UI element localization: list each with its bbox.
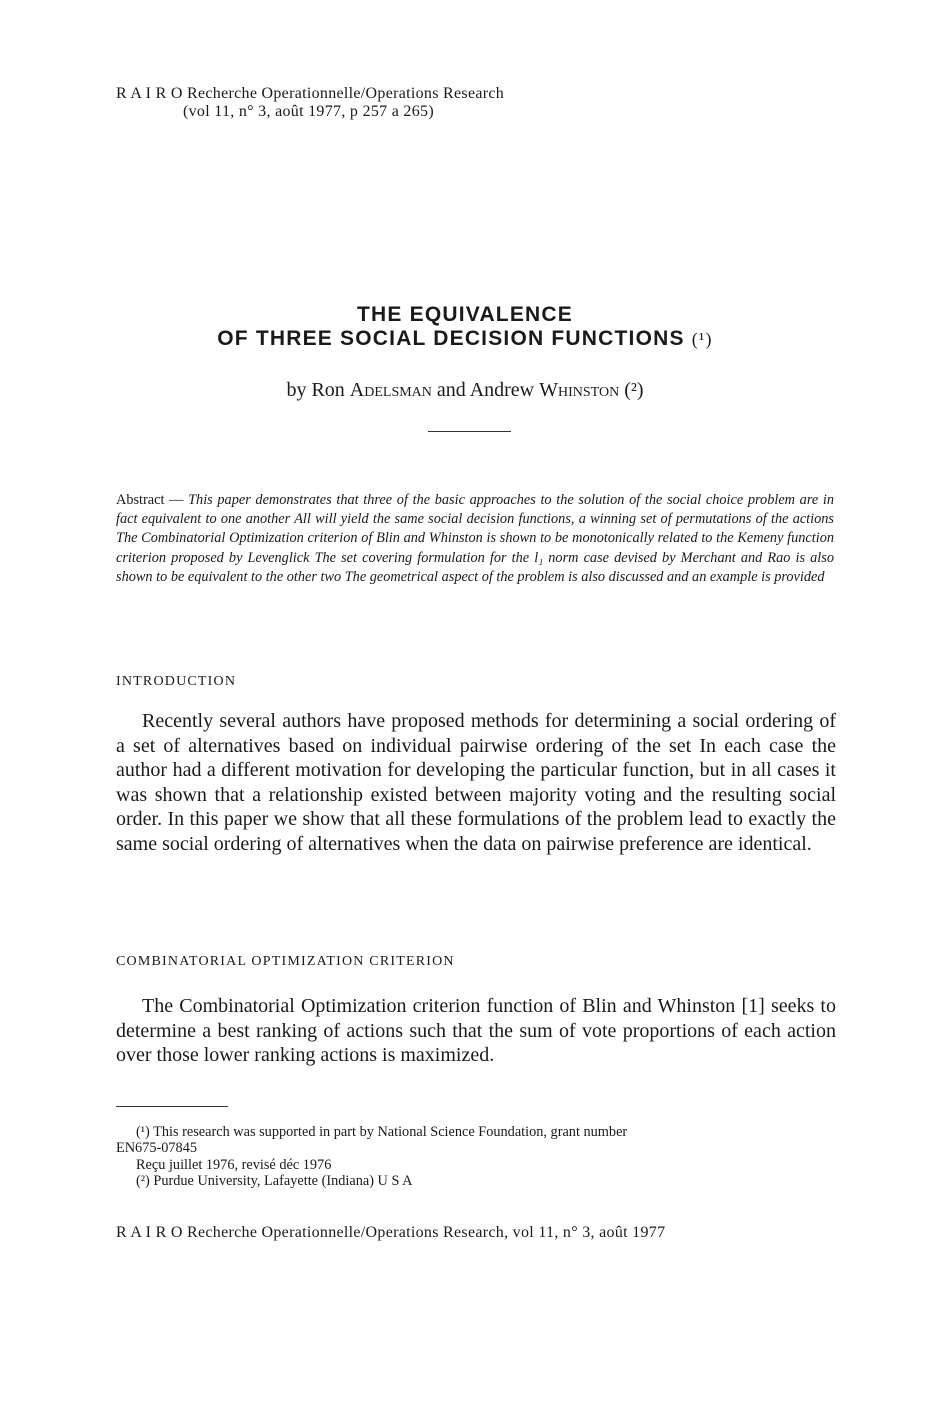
author-by: by <box>286 379 307 401</box>
author2-last: Whinston <box>539 379 620 401</box>
author1-last: Adelsman <box>349 379 432 401</box>
journal-header-line1: R A I R O Recherche Operationnelle/Operations Research <box>116 85 505 102</box>
footnote-1-line1: (¹) This research was supported in part by National Science Foundation, grant number <box>136 1124 628 1140</box>
journal-footer: R A I R O Recherche Operationnelle/Operations Research, vol 11, n° 3, août 1977 <box>116 1224 666 1241</box>
abstract-text: This paper demonstrates that three of the basic approaches to the solution of the social choice problem are in fact equivalent to one another All will yield the same social decision functions, a winning set of permutations of the actions The Combinatorial Optimization criterion of Blin and Whinston is shown to be monotonically related to the Kemeny function criterion proposed by Levenglick The set covering formulation for the l₁ norm case devised by Merchant and Rao is also shown to be equivalent to the other two The geometrical aspect of the problem is also discussed and an example is provided <box>116 492 834 585</box>
combinatorial-heading: COMBINATORIAL OPTIMIZATION CRITERION <box>116 954 455 969</box>
combinatorial-body <box>116 994 836 1068</box>
paper-title-line2: OF THREE SOCIAL DECISION FUNCTIONS <box>217 327 685 350</box>
abstract-label: Abstract — <box>116 492 184 508</box>
combinatorial-paragraph: The Combinatorial Optimization criterion function of Blin and Whinston [1] seeks to determine a best ranking of actions such that the sum of vote proportions of each action over those lower ranking actions is maximized. <box>116 995 836 1067</box>
journal-header-line2: (vol 11, n° 3, août 1977, p 257 a 265) <box>183 103 434 120</box>
introduction-body <box>116 709 836 857</box>
title-footnote-mark: (¹) <box>691 329 713 349</box>
received-dates: Reçu juillet 1976, revisé déc 1976 <box>136 1156 332 1173</box>
author-footnote-mark: (²) <box>624 379 644 401</box>
author1-first: Ron <box>311 379 345 401</box>
footnote-rule <box>116 1106 228 1107</box>
introduction-paragraph: Recently several authors have proposed methods for determining a social ordering of a set of alternatives based on individual pairwise ordering of the set In each case the author had a different motivation for developing the particular function, but in all cases it was shown that a relationship existed between majority voting and the resulting social order. In this paper we show that all these formulations of the problem lead to exactly the same social ordering of alternatives when the data on pairwise preference are identical. <box>116 710 836 855</box>
footnote-1-line2: EN675-07845 <box>116 1140 198 1157</box>
footnote-2: (²) Purdue University, Lafayette (Indiana) U S A <box>136 1173 413 1190</box>
author-and: and <box>436 379 466 401</box>
author-line <box>0 379 930 402</box>
paper-title-line2-wrap <box>0 327 930 351</box>
author2-first: Andrew <box>469 379 535 401</box>
introduction-heading: INTRODUCTION <box>116 674 237 689</box>
paper-title-line1: THE EQUIVALENCE <box>357 303 573 326</box>
title-separator-rule <box>428 431 511 432</box>
abstract <box>116 491 834 587</box>
footnotes <box>116 1124 836 1190</box>
